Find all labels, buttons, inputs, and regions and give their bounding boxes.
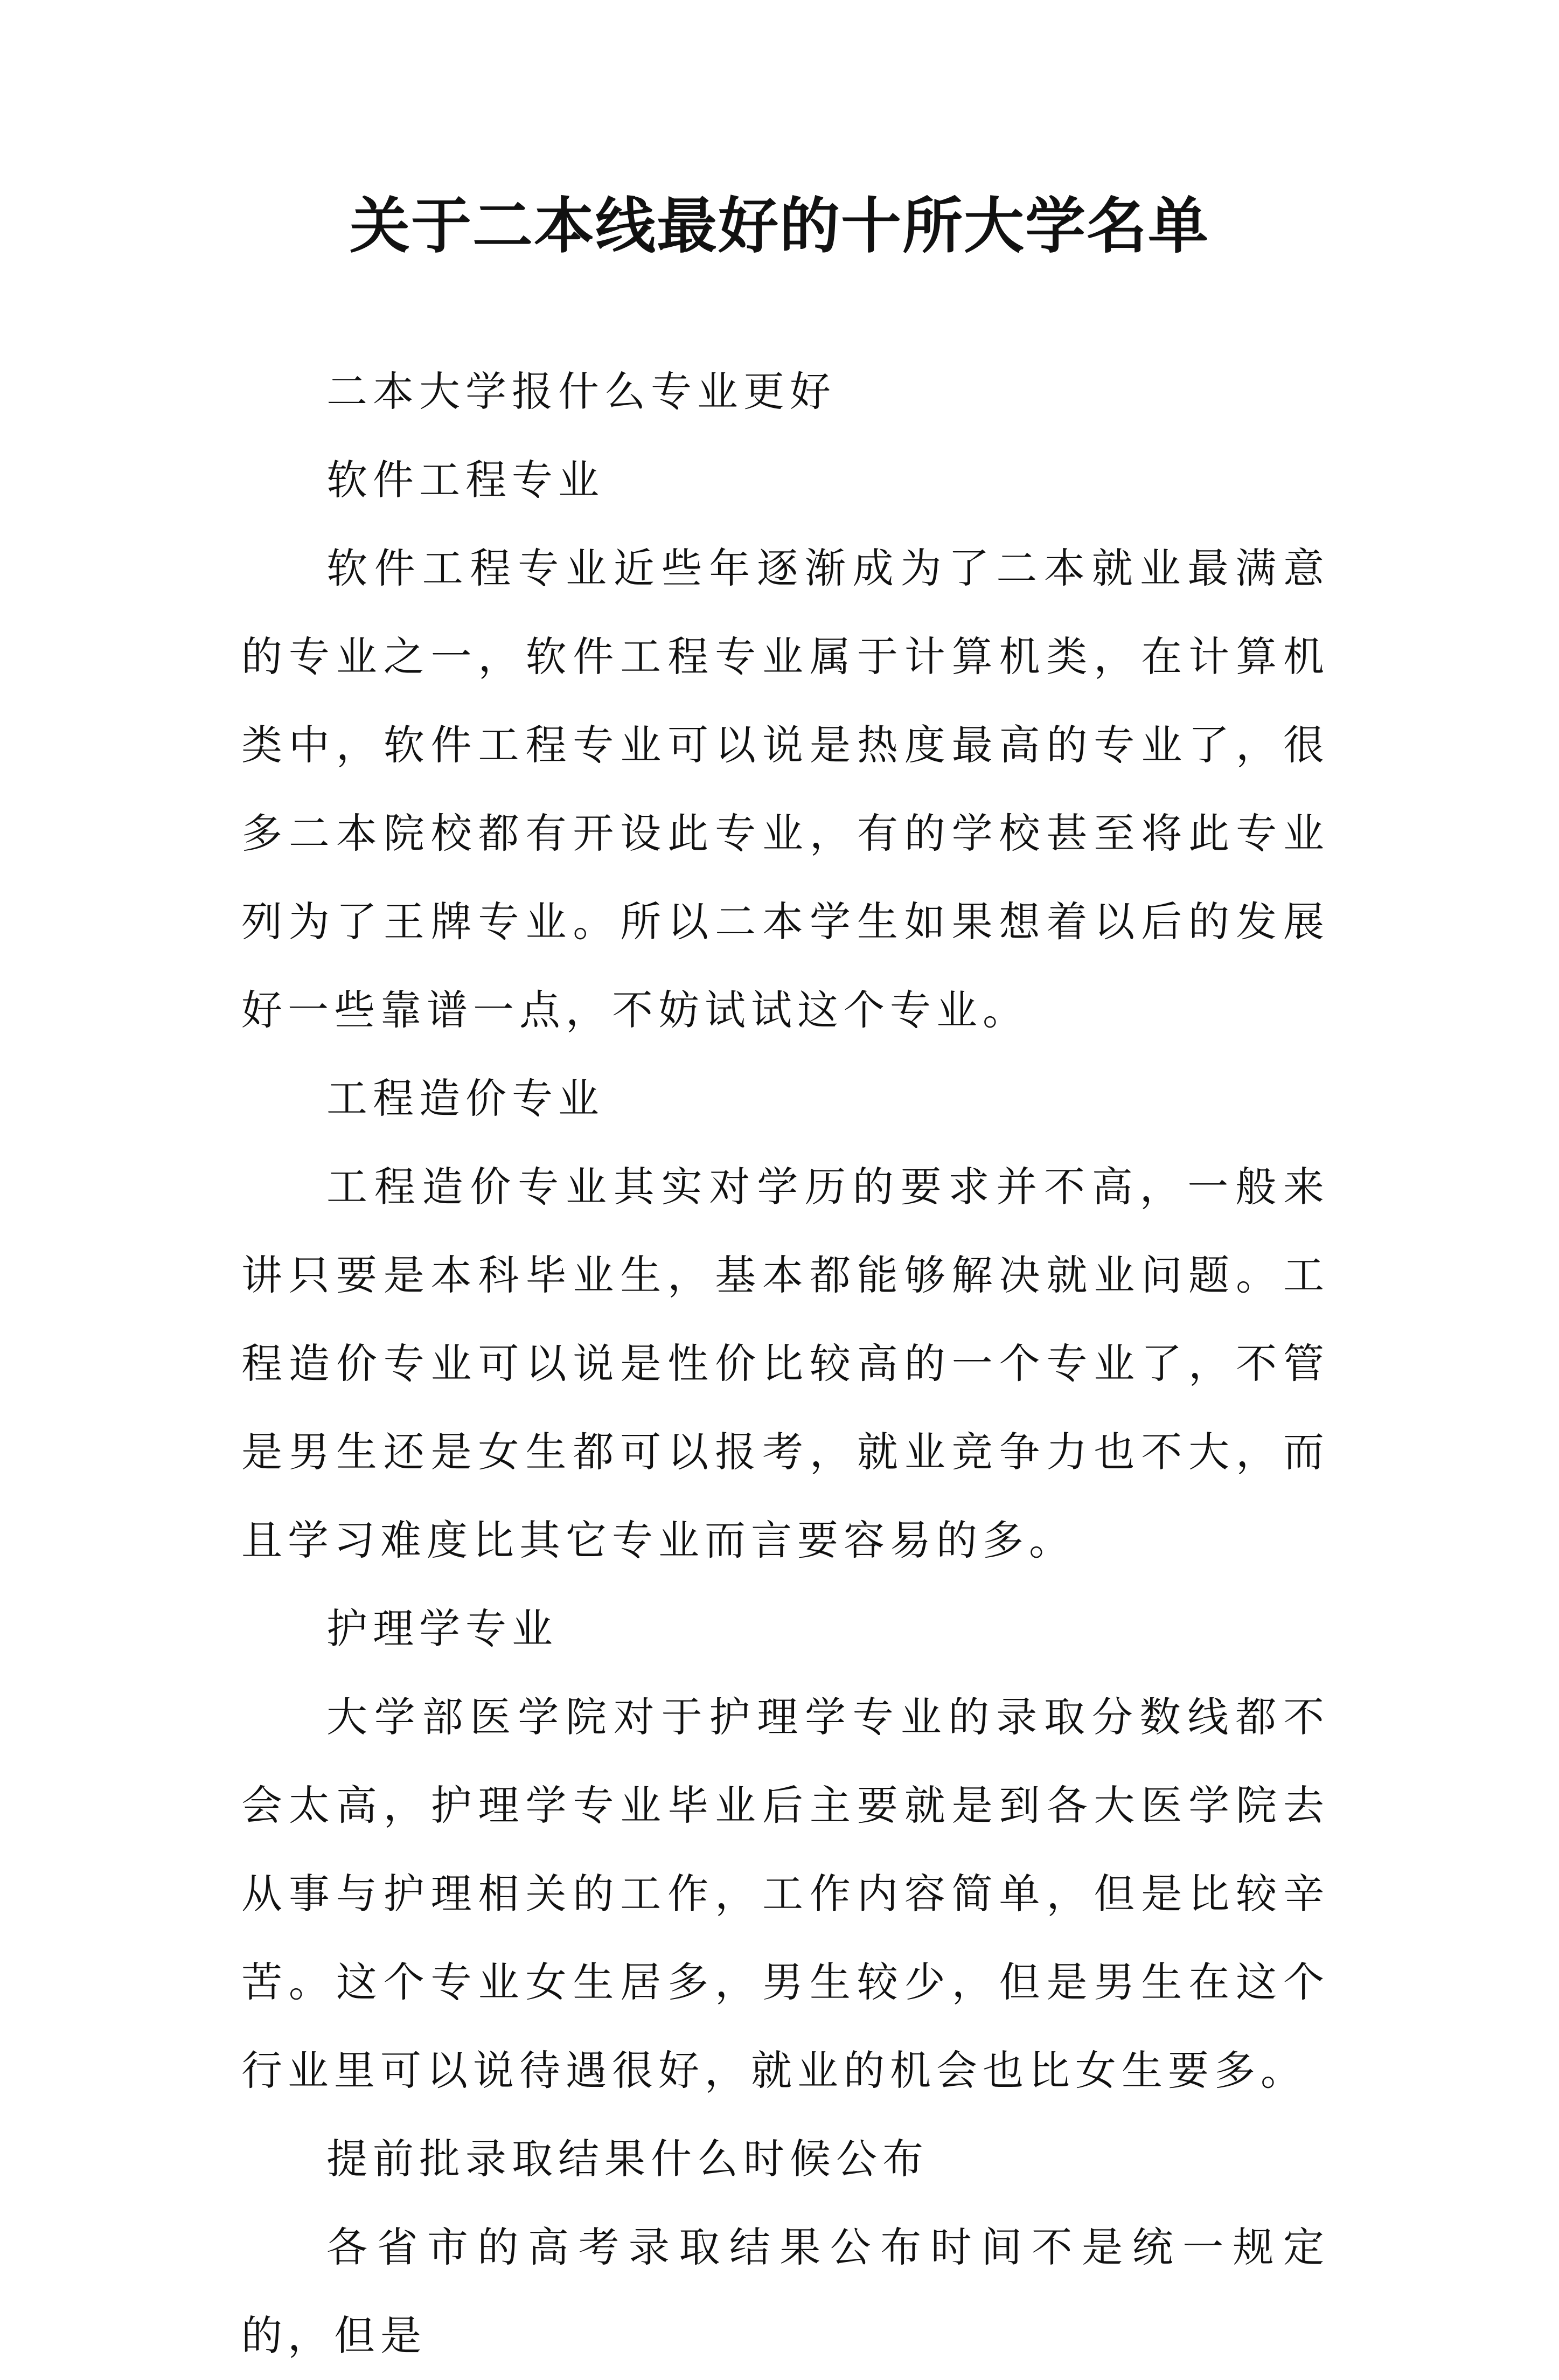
subsection-heading: 工程造价专业: [326, 1074, 604, 1122]
body-paragraph: 工程造价专业其实对学历的要求并不高，一般来讲只要是本科毕业生，基本都能够解决就业问题。工程造价专业可以说是性价比较高的一个专业了，不管是男生还是女生都可以报考，就业竞争力也不大，而且学习难度比其它专业而言要容易的多。: [241, 1163, 1330, 1564]
body-paragraph: 大学部医学院对于护理学专业的录取分数线都不会太高，护理学专业毕业后主要就是到各大医学院去从事与护理相关的工作，工作内容简单，但是比较辛苦。这个专业女生居多，男生较少，但是男生在这个行业里可以说待遇很好，就业的机会也比女生要多。: [241, 1693, 1330, 2094]
subsection-heading: 软件工程专业: [326, 456, 604, 504]
section-heading: 二本大学报什么专业更好: [326, 367, 836, 415]
subsection-heading: 护理学专业: [326, 1605, 558, 1653]
body-paragraph: 软件工程专业近些年逐渐成为了二本就业最满意的专业之一，软件工程专业属于计算机类，在计算机类中，软件工程专业可以说是热度最高的专业了，很多二本院校都有开设此专业，有的学校甚至将此专业列为了王牌专业。所以二本学生如果想着以后的发展好一些靠谱一点，不妨试试这个专业。: [241, 544, 1330, 1034]
document-body: [241, 348, 1330, 2380]
section-heading: 提前批录取结果什么时候公布: [326, 2135, 929, 2183]
document-title: 关于二本线最好的十所大学名单: [350, 191, 1209, 261]
body-paragraph: 各省市的高考录取结果公布时间不是统一规定的，但是: [241, 2223, 1330, 2360]
